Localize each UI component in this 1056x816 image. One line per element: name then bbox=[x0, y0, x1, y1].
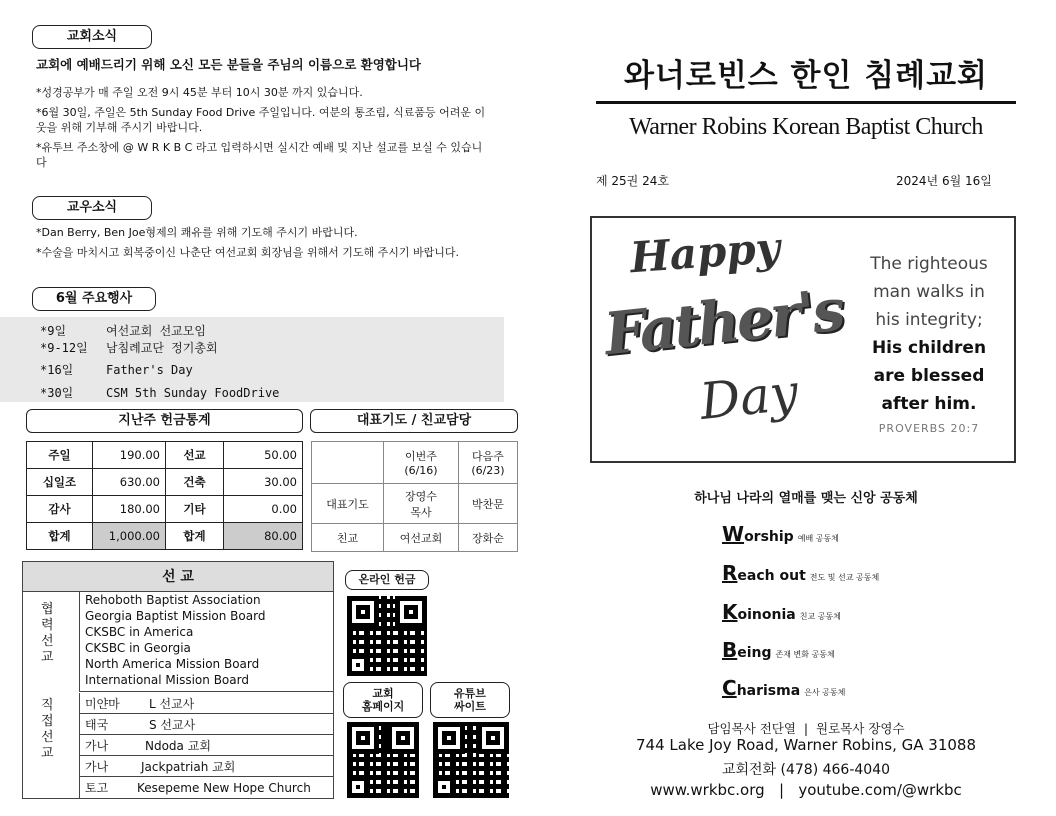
church-address: 744 Lake Joy Road, Warner Robins, GA 31088 bbox=[636, 736, 976, 754]
church-phone: 교회전화 (478) 466-4040 bbox=[721, 762, 891, 778]
offering-title: 지난주 헌금통계 bbox=[26, 409, 303, 433]
table-row: 십일조 630.00 건축 30.00 bbox=[27, 469, 303, 496]
list-item: 가나 Jackpatriah 교회 bbox=[80, 756, 334, 777]
online-offering-qr-icon[interactable] bbox=[347, 596, 427, 676]
list-item: Worship 예배 공동체 bbox=[722, 522, 839, 546]
members-item: *Dan Berry, Ben Joe형제의 쾌유를 위해 기도해 주시기 바랍니다. bbox=[36, 226, 358, 239]
web-links[interactable]: www.wrkbc.org | youtube.com/@wrkbc bbox=[650, 781, 962, 799]
news-item: *유투브 주소창에 @ W R K B C 라고 입력하시면 실시간 예배 및 지난 설교를 보실 수 있습니다 bbox=[36, 141, 483, 169]
banner-day: Day bbox=[697, 363, 801, 431]
members-title: 교우소식 bbox=[32, 196, 152, 220]
youtube-qr-icon[interactable] bbox=[433, 722, 509, 798]
online-offering-label: 온라인 헌금 bbox=[345, 570, 429, 590]
homepage-label: 교회 홈페이지 bbox=[343, 682, 423, 718]
table-row: 합계 1,000.00 합계 80.00 bbox=[27, 523, 303, 550]
list-item: Being 존재 변화 공동체 bbox=[722, 638, 835, 662]
events-title: 6월 주요행사 bbox=[32, 287, 156, 311]
coop-label: 협력선교 bbox=[41, 602, 54, 665]
news-item: *6월 30일, 주일은 5th Sunday Food Drive 주일입니다. 여분의 통조림, 식료품등 어려운 이웃을 위해 기부해 주시기 바랍니다. bbox=[36, 106, 486, 134]
table-row: 이번주 (6/16) 다음주 (6/23) bbox=[312, 442, 518, 484]
proverb-reference: PROVERBS 20:7 bbox=[878, 422, 980, 435]
list-item: 태국 S 선교사 bbox=[80, 714, 334, 735]
prayer-title: 대표기도 / 친교담당 bbox=[310, 409, 518, 433]
volume-number: 제 25권 24호 bbox=[596, 174, 669, 188]
table-row: 대표기도 장영수 목사 박찬문 bbox=[312, 484, 518, 524]
coop-list: Rehoboth Baptist Association Georgia Baptist Mission Board CKSBC in America CKSBC in Georgia North America Mission Board International Mission Board bbox=[79, 592, 334, 692]
welcome-text: 교회에 예배드리기 위해 오신 모든 분들을 주님의 이름으로 환영합니다 bbox=[36, 57, 421, 72]
church-motto: 하나님 나라의 열매를 맺는 신앙 공동체 bbox=[694, 491, 918, 506]
direct-list bbox=[79, 693, 334, 798]
offering-table bbox=[26, 441, 303, 550]
missions-title: 선 교 bbox=[23, 562, 333, 592]
bulletin-date: 2024년 6월 16일 bbox=[896, 174, 992, 188]
event-row: *9-12일 남침례교단 정기총회 bbox=[40, 341, 218, 355]
proverb-verse: The righteous man walks in his integrity; His children are blessed after him. bbox=[870, 254, 988, 414]
table-row: 주일 190.00 선교 50.00 bbox=[27, 442, 303, 469]
homepage-qr-icon[interactable] bbox=[347, 722, 419, 798]
church-english-name: Warner Robins Korean Baptist Church bbox=[629, 114, 983, 140]
church-korean-name: 와너로빈스 한인 침례교회 bbox=[624, 58, 988, 94]
event-row: *9일 여선교회 선교모임 bbox=[40, 324, 206, 338]
event-row: *30일 CSM 5th Sunday FoodDrive bbox=[40, 386, 280, 400]
news-list bbox=[36, 85, 486, 175]
table-row: 감사 180.00 기타 0.00 bbox=[27, 496, 303, 523]
table-row: 친교 여선교회 장화순 bbox=[312, 524, 518, 552]
youtube-label: 유튜브 싸이트 bbox=[430, 682, 510, 718]
missions-box bbox=[22, 561, 334, 799]
event-row: *16일 Father's Day bbox=[40, 363, 193, 377]
members-item: *수술을 마치시고 회복중이신 나춘단 여선교회 회장님을 위해서 기도해 주시기 바랍니다. bbox=[36, 246, 459, 259]
prayer-table bbox=[311, 441, 518, 552]
direct-label: 직접선교 bbox=[41, 698, 54, 761]
list-item: 토고 Kesepeme New Hope Church bbox=[85, 781, 311, 795]
news-title: 교회소식 bbox=[32, 25, 152, 49]
list-item: 미얀마 L 선교사 bbox=[80, 693, 334, 714]
pastors: 담임목사 전단열 | 원로목사 장영수 bbox=[707, 721, 905, 736]
banner-fathers: Father's bbox=[601, 275, 846, 369]
news-item: *성경공부가 매 주일 오전 9시 45분 부터 10시 30분 까지 있습니다. bbox=[36, 86, 363, 99]
banner-happy: Happy bbox=[628, 222, 782, 283]
list-item: Charisma 은사 공동체 bbox=[722, 676, 846, 700]
list-item: Reach out 전도 및 선교 공동체 bbox=[722, 561, 880, 585]
members-list bbox=[36, 225, 466, 265]
fathers-day-banner bbox=[590, 216, 1016, 463]
list-item: Koinonia 친교 공동체 bbox=[722, 600, 841, 624]
list-item: 가나 Ndoda 교회 bbox=[80, 735, 334, 756]
title-underline bbox=[596, 101, 1016, 104]
